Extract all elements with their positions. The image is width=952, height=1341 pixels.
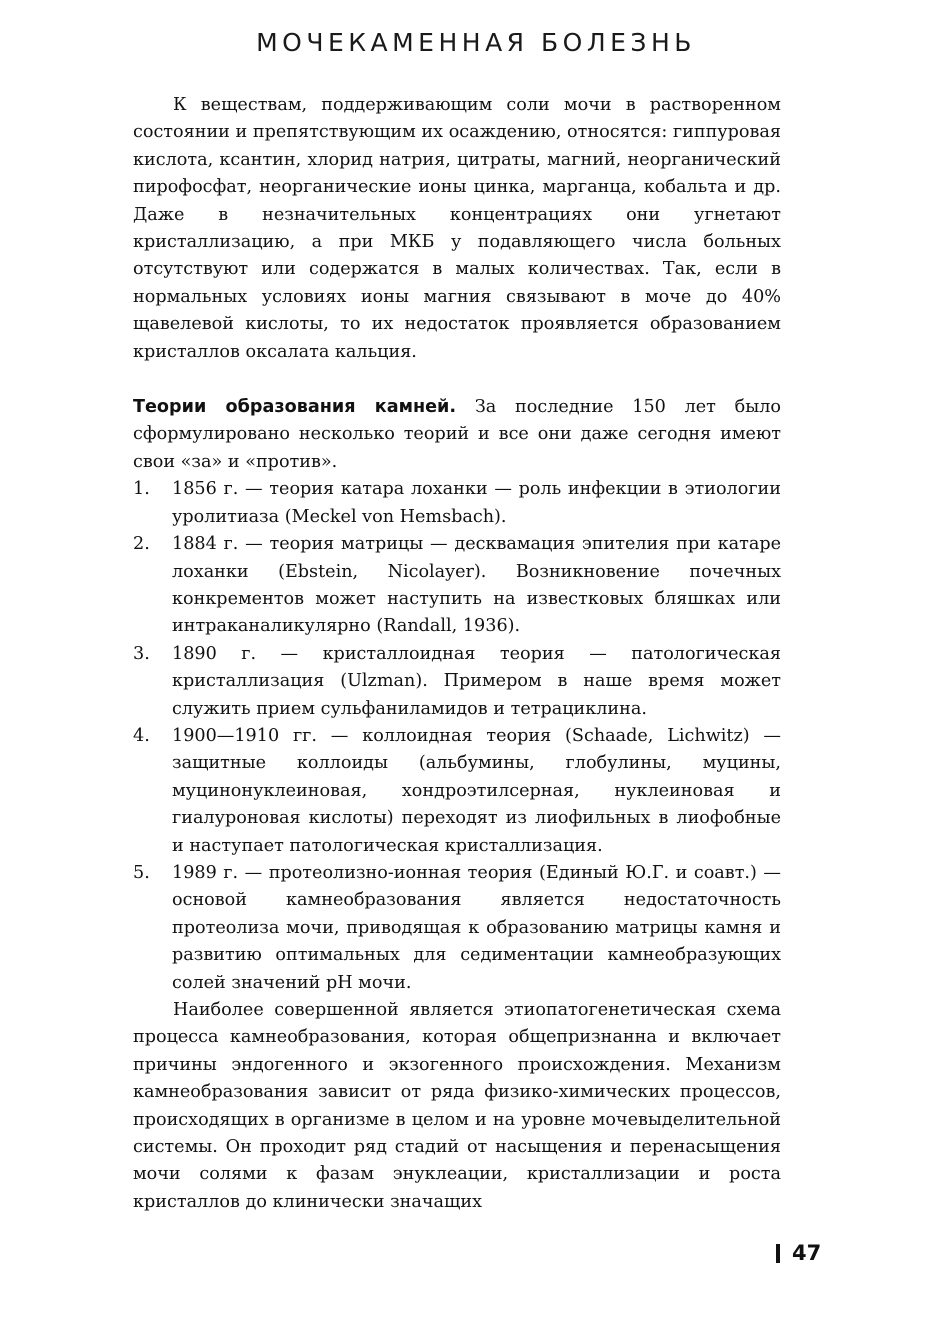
page-number-rule [776, 1244, 780, 1263]
list-item-text: 1884 г. — теория матрицы — десквамация эпителия при катаре лоханки (Ebstein, Nicolayer). Возникновение почечных конкрементов может наступить на известковых бляшках или интраканаликулярно (Randall, 1936). [172, 534, 781, 637]
theories-list [133, 476, 781, 997]
list-item [133, 476, 781, 531]
section-gap [133, 366, 781, 394]
paragraph-mechanism: Наиболее совершенной является этиопатогенетическая схема процесса камнеобразования, которая общепризнанна и включает причины эндогенного и экзогенного происхождения. Механизм камнеобразования зависит от ряда физико-химических процессов, происходящих в организме в целом и на уровне мочевыделительной системы. Он проходит ряд стадий от насыщения и перенасыщения мочи солями к фазам энуклеации, кристаллизации и роста кристаллов до клинически значащих [133, 1000, 781, 1212]
list-item [133, 860, 781, 997]
list-item-number: 3. [133, 643, 150, 664]
list-item-number: 4. [133, 725, 150, 746]
page-number-value: 47 [792, 1241, 822, 1265]
list-item [133, 641, 781, 723]
list-item-text: 1989 г. — протеолизно-ионная теория (Единый Ю.Г. и соавт.) — основой камнеобразования является недостаточность протеолиза мочи, приводящая к образованию матрицы камня и развитию оптимальных для седиментации камнеобразующих солей значений pH мочи. [172, 862, 781, 993]
page-number [776, 1241, 821, 1265]
list-item-text: 1900—1910 гг. — коллоидная теория (Schaade, Lichwitz) — защитные коллоиды (альбумины, глобулины, муцины, муцинонуклеиновая, хондроэтилсерная, нуклеиновая и гиалуроновая кислоты) переходят из лиофильных в лиофобные и наступает патологическая кристаллизация. [172, 725, 781, 856]
list-item-number: 2. [133, 534, 150, 555]
section-heading: Теории образования камней. [133, 397, 457, 418]
running-header: МОЧЕКАМЕННАЯ БОЛЕЗНЬ [256, 28, 696, 57]
theories-intro: За последние 150 лет было сформулировано несколько теорий и все они даже сегодня имеют свои «за» и «против». [133, 397, 782, 472]
list-item-text: 1856 г. — теория катара лоханки — роль инфекции в этиологии уролитиаза (Meckel von Hemsbach). [172, 479, 781, 527]
list-item-number: 1. [133, 479, 150, 500]
theories-intro-paragraph [133, 394, 781, 476]
list-item [133, 531, 781, 641]
paragraph-inhibitors: К веществам, поддерживающим соли мочи в растворенном состоянии и препятствующим их осаждению, относятся: гиппуровая кислота, ксантин, хлорид натрия, цитраты, магний, неорганический пирофосфат, неорганические ионы цинка, марганца, кобальта и др. Даже в незначительных концентрациях они угнетают кристаллизацию, а при МКБ у подавляющего числа больных отсутствуют или содержатся в малых количествах. Так, если в нормальных условиях ионы магния связывают в моче до 40% щавелевой кислоты, то их недостаток проявляется образованием кристаллов оксалата кальция. [133, 95, 781, 362]
list-item-number: 5. [133, 862, 150, 883]
page-body [133, 92, 781, 1216]
list-item [133, 723, 781, 860]
list-item-text: 1890 г. — кристаллоидная теория — патологическая кристаллизация (Ulzman). Примером в наше время может служить прием сульфаниламидов и тетрациклина. [172, 643, 781, 719]
